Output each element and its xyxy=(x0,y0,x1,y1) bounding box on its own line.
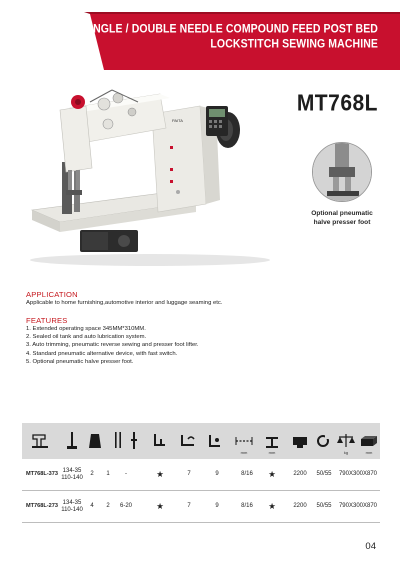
col11-cell: 50/55 xyxy=(316,503,332,510)
col4-cell: 6-20 xyxy=(119,503,132,510)
walking-foot-icon xyxy=(176,423,200,459)
star-cell: ★ xyxy=(268,469,276,480)
features-list xyxy=(26,325,199,366)
inset-caption-line-1: Optional pneumatic xyxy=(311,210,373,217)
table-row xyxy=(22,491,380,523)
application-heading: APPLICATION xyxy=(26,290,78,299)
model-cell: MT768L-373 xyxy=(25,471,59,478)
feature-item: 2. Sealed oil tank and auto lubrication system. xyxy=(26,334,147,341)
feature-item: 1. Extended operating space 345MM*310MM. xyxy=(26,326,146,332)
lift-unit-label: mm xyxy=(268,450,276,455)
spec-table xyxy=(22,423,380,523)
title-line-2: LOCKSTITCH SEWING MACHINE xyxy=(210,37,378,51)
col10-cell: 2200 xyxy=(293,503,307,510)
rotation-icon xyxy=(312,423,334,459)
star-cell: ★ xyxy=(268,501,276,512)
col7-cell: 9 xyxy=(215,471,219,478)
feature-item: 3. Auto trimming, pneumatic reverse sewing and presser foot lifter. xyxy=(26,342,199,349)
star-cell: ★ xyxy=(156,501,164,512)
page-title xyxy=(78,22,378,52)
motor-icon xyxy=(288,423,312,459)
weight-unit-label: kg xyxy=(343,450,349,455)
col6-cell: 7 xyxy=(187,471,191,478)
col3-cell: 1 xyxy=(106,471,110,478)
needle-bar-icon xyxy=(124,423,144,459)
speed-cell: 134-35 110-140 xyxy=(61,499,83,513)
col3-cell: 2 xyxy=(106,503,110,510)
col10-cell: 2200 xyxy=(293,471,307,478)
features-heading: FEATURES xyxy=(26,316,68,325)
needles-cell: 4 xyxy=(90,503,94,510)
presser-foot-inset-image xyxy=(312,142,372,202)
col8-cell: 8/16 xyxy=(241,471,253,478)
feature-item: 5. Optional pneumatic halve presser foot. xyxy=(26,358,134,365)
model-name: MT768L xyxy=(296,90,378,117)
stitch-unit-label: mm xyxy=(240,450,248,455)
star-cell: ★ xyxy=(156,469,164,480)
col4-cell: - xyxy=(125,471,127,478)
title-line-1: SINGLE / DOUBLE NEEDLE COMPOUND FEED POST BED xyxy=(82,22,378,36)
col12-cell: 790X300X870 xyxy=(338,503,378,510)
inset-caption xyxy=(290,210,394,227)
needles-cell: 2 xyxy=(90,471,94,478)
page-number: 04 xyxy=(365,541,376,552)
machine-head-icon xyxy=(28,423,52,459)
sewing-machine-illustration xyxy=(20,72,288,270)
product-badge: PAITA xyxy=(172,118,183,123)
col8-cell: 8/16 xyxy=(241,503,253,510)
inset-caption-line-2: halve presser foot xyxy=(313,218,371,226)
col12-cell: 790X300X870 xyxy=(338,471,378,478)
box-unit-label: mm xyxy=(365,450,373,455)
col6-cell: 7 xyxy=(187,503,191,510)
needle-icon xyxy=(62,423,82,459)
bobbin-icon xyxy=(84,423,106,459)
table-row xyxy=(22,459,380,491)
presser-foot-icon xyxy=(148,423,170,459)
speed-cell: 134-35 110-140 xyxy=(61,467,83,481)
application-text: Applicable to home furnishing,automotive interior and luggage seaming etc. xyxy=(26,300,223,306)
col7-cell: 9 xyxy=(215,503,219,510)
spec-icon-row xyxy=(22,423,380,459)
feature-item: 4. Standard pneumatic alternative device, with fast switch. xyxy=(26,350,178,357)
col11-cell: 50/55 xyxy=(316,471,332,478)
model-cell: MT768L-273 xyxy=(25,503,59,510)
feed-dog-icon xyxy=(204,423,226,459)
